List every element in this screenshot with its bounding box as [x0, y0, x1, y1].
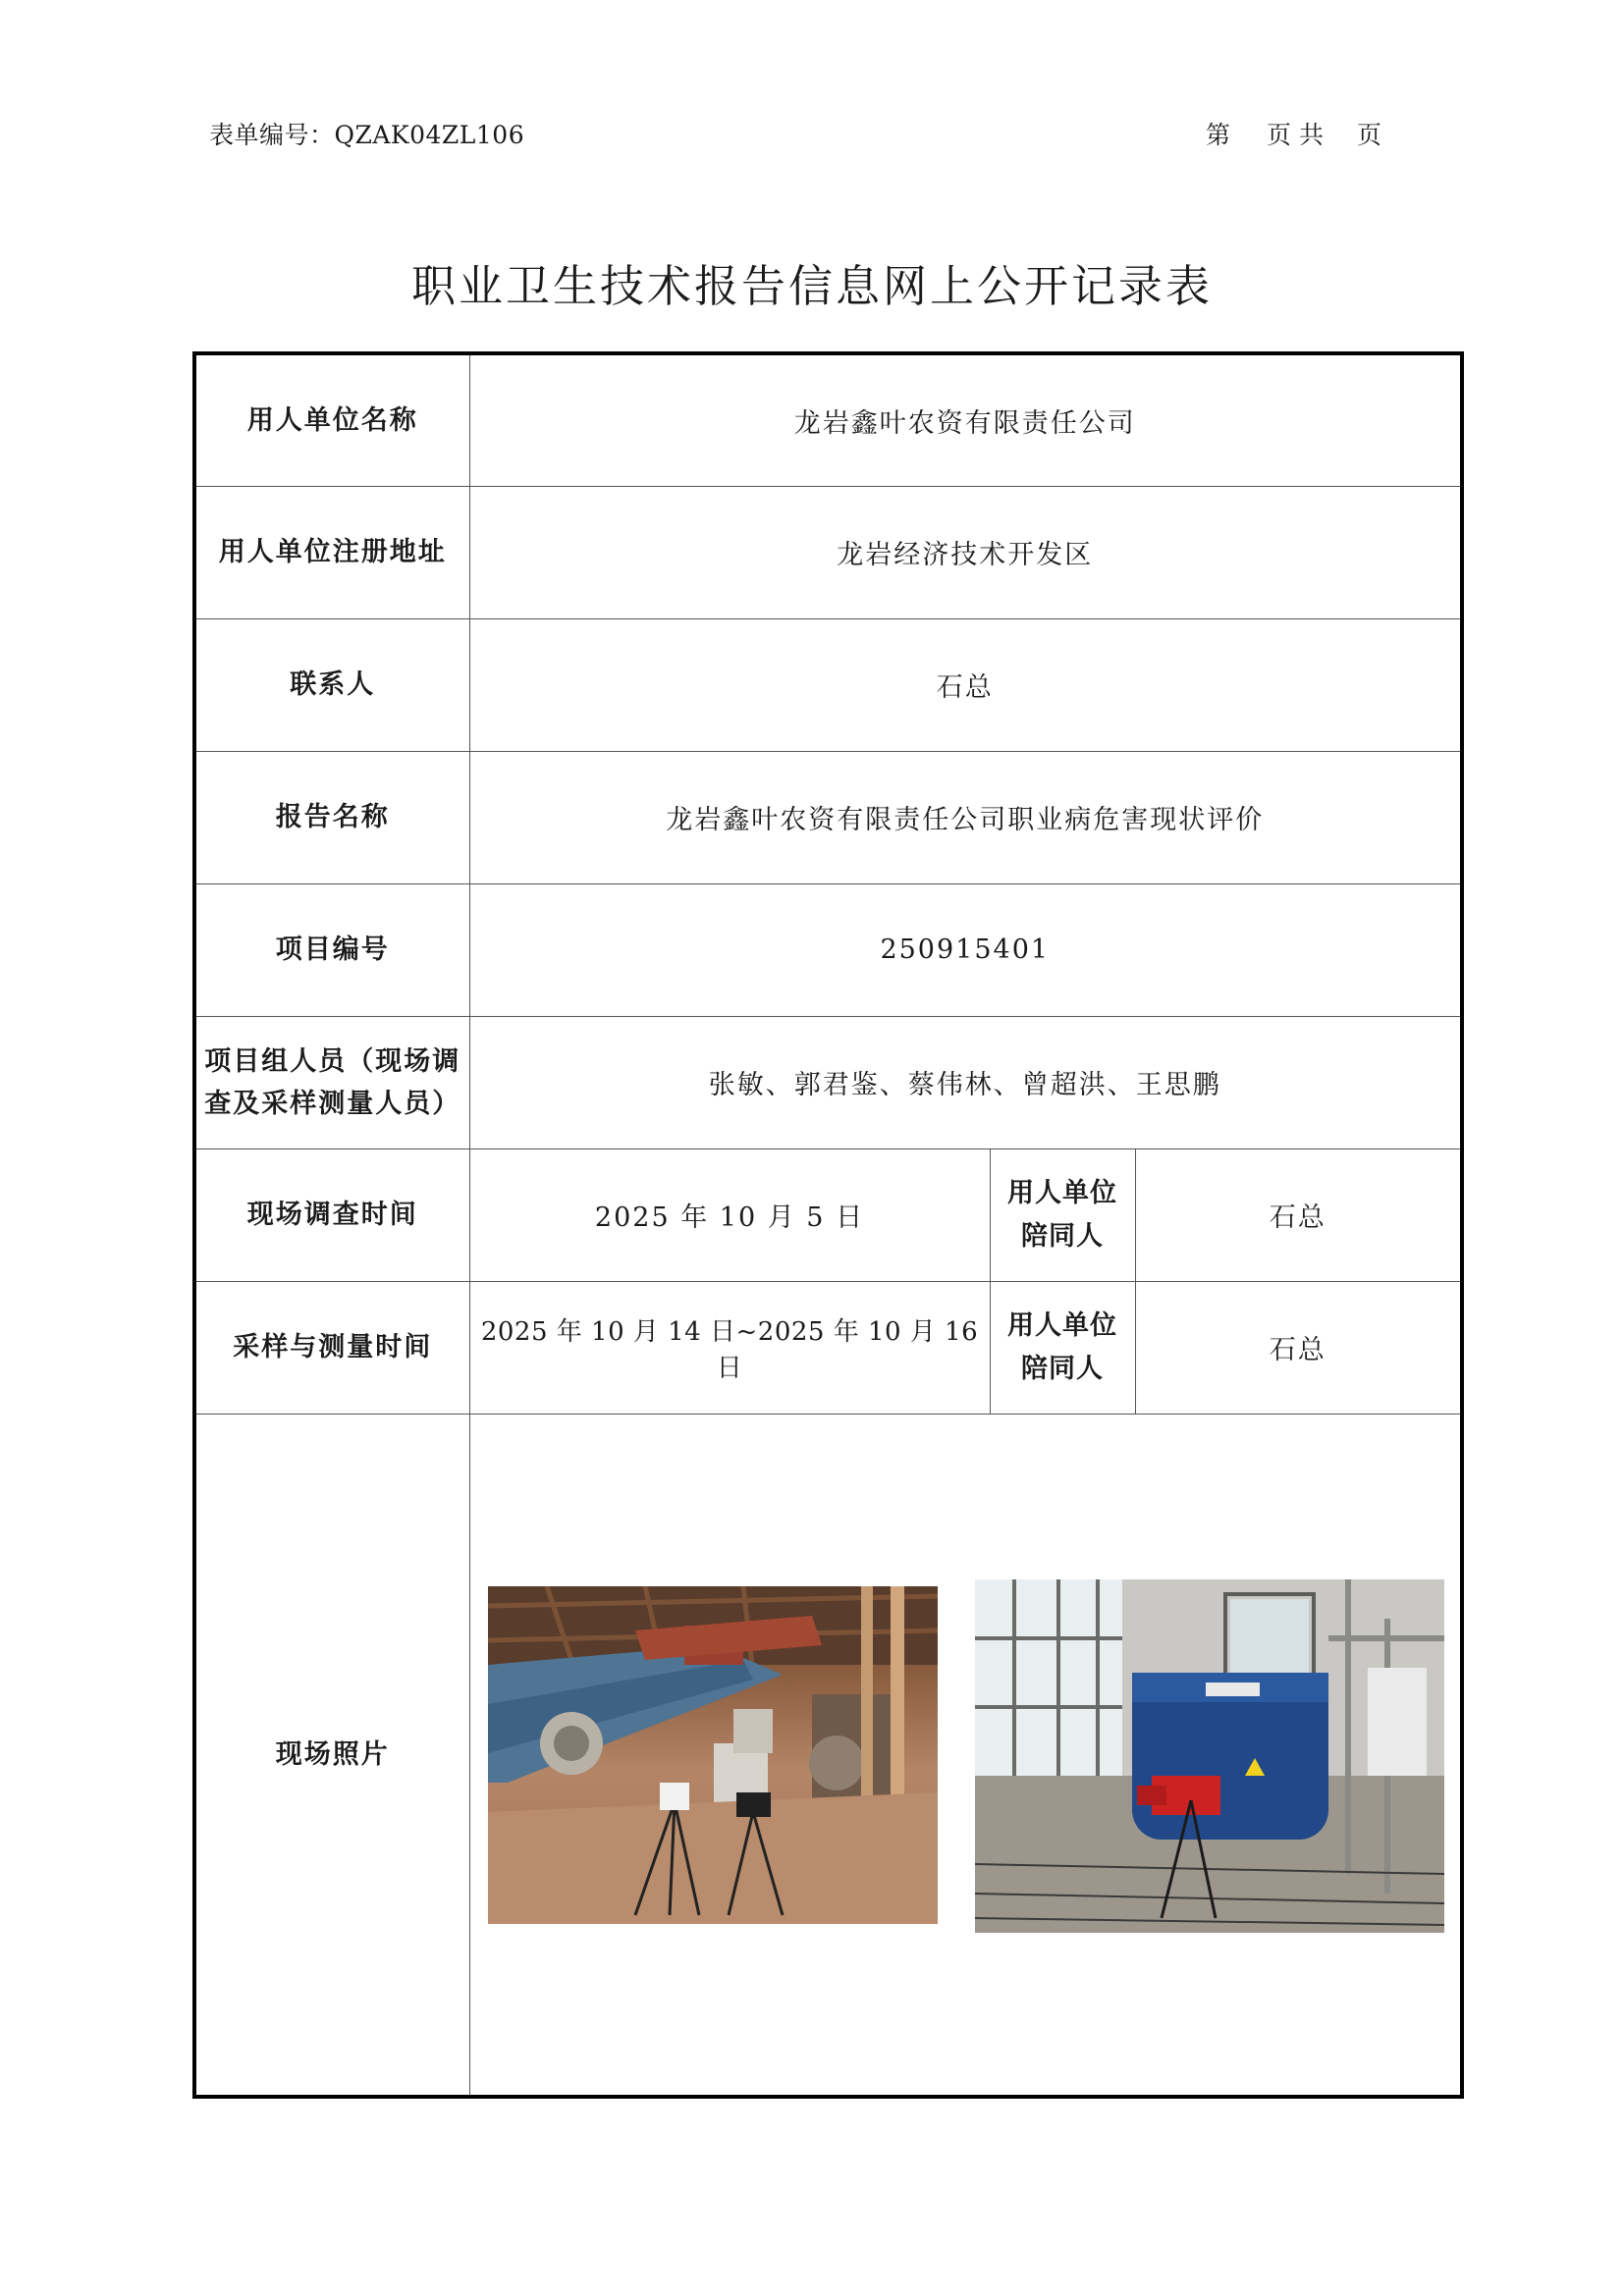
page-title: 职业卫生技术报告信息网上公开记录表 [410, 260, 1213, 312]
row-survey-time [194, 1148, 1462, 1281]
row-employer-name [194, 353, 1462, 486]
team-label-line2: 查及采样测量人员） [204, 1088, 461, 1119]
survey-escort-label-line1: 用人单位 [1007, 1177, 1117, 1208]
employer-name-value: 龙岩鑫叶农资有限责任公司 [469, 353, 1462, 486]
report-name-label: 报告名称 [194, 751, 469, 883]
employer-name-label: 用人单位名称 [194, 353, 469, 486]
site-photo-conveyor [488, 1586, 938, 1924]
survey-time-value: 2025 年 10 月 5 日 [469, 1148, 990, 1281]
sampling-escort-label-line2: 陪同人 [1021, 1353, 1104, 1384]
team-value: 张敏、郭君鉴、蔡伟林、曾超洪、王思鹏 [469, 1016, 1462, 1148]
employer-address-label: 用人单位注册地址 [194, 486, 469, 618]
employer-address-value: 龙岩经济技术开发区 [469, 486, 1462, 618]
contact-value: 石总 [469, 618, 1462, 751]
sampling-time-label: 采样与测量时间 [194, 1281, 469, 1414]
page-number-ye: 页 [1357, 121, 1382, 149]
row-photos [194, 1414, 1462, 2097]
sampling-escort-value: 石总 [1135, 1281, 1462, 1414]
form-number: 表单编号：QZAK04ZL106 [209, 121, 525, 149]
contact-label: 联系人 [194, 618, 469, 751]
row-contact [194, 618, 1462, 751]
survey-escort-label-line2: 陪同人 [1021, 1220, 1104, 1252]
record-table [192, 351, 1464, 2099]
team-label-line1: 项目组人员（现场调 [204, 1045, 461, 1077]
row-project-no [194, 883, 1462, 1016]
survey-escort-value: 石总 [1135, 1148, 1462, 1281]
team-label [194, 1016, 469, 1148]
row-report-name [194, 751, 1462, 883]
project-no-label: 项目编号 [194, 883, 469, 1016]
survey-escort-label [990, 1148, 1135, 1281]
sampling-escort-label-line1: 用人单位 [1007, 1309, 1117, 1341]
page-number [1206, 116, 1381, 151]
sampling-time-value: 2025 年 10 月 14 日~2025 年 10 月 16 日 [469, 1281, 990, 1414]
survey-time-label: 现场调查时间 [194, 1148, 469, 1281]
page-number-di: 第 [1206, 121, 1231, 149]
photos-container [470, 1415, 1461, 2095]
sampling-escort-label [990, 1281, 1135, 1414]
site-photo-boiler [975, 1579, 1444, 1933]
row-employer-address [194, 486, 1462, 618]
photos-cell [469, 1414, 1462, 2097]
row-team [194, 1016, 1462, 1148]
page-number-ye-gong: 页 共 [1267, 121, 1324, 149]
project-no-value: 250915401 [469, 883, 1462, 1016]
report-name-value: 龙岩鑫叶农资有限责任公司职业病危害现状评价 [469, 751, 1462, 883]
row-sampling-time [194, 1281, 1462, 1414]
photos-label: 现场照片 [194, 1414, 469, 2097]
site-photo-boiler-image [975, 1579, 1444, 1933]
site-photo-conveyor-image [488, 1586, 938, 1924]
